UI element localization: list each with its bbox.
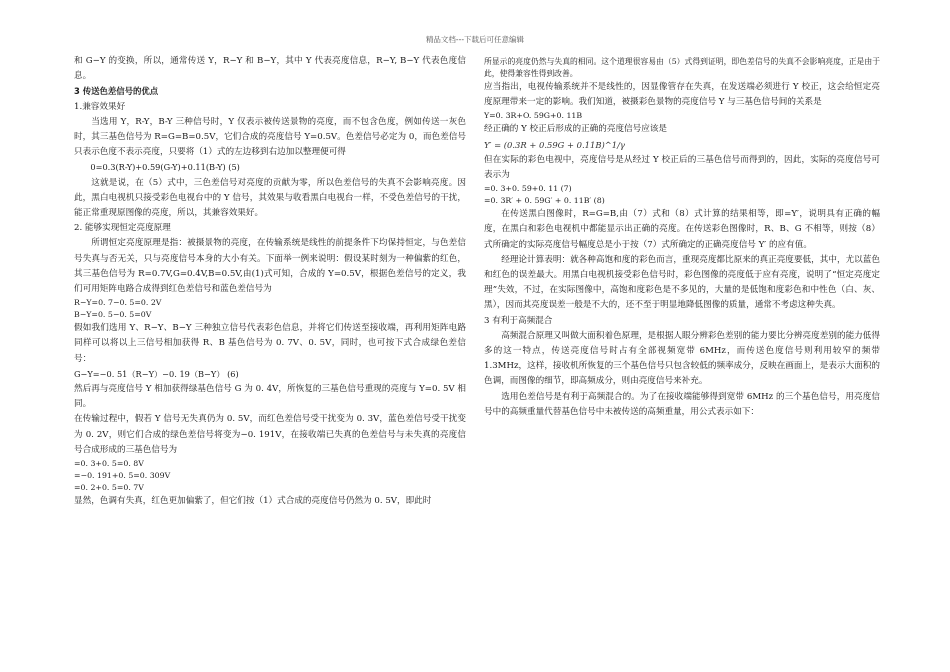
right-paragraph: 高频混合原理又叫做大面积着色原理，是根据人眼分辨彩色差别的能力要比分辨亮度差别的能力低得多的这一特点，传送亮度信号时占有全部视频宽带 6MHz，而传送色度信号则利用较窄的频带 1.3MHz，这样，接收机所恢复的三个基色信号只包含较低的频率成分，反映在画面上，是表示大面积的色调，而图像的细节，即高频成分，则由亮度信号来补充。	[484, 330, 880, 387]
left-column	[74, 54, 466, 509]
page-header-note: 精品文档---下载后可任意编辑	[425, 35, 525, 44]
left-paragraph: =0. 2+0. 5=0. 7V	[74, 483, 144, 493]
left-paragraph: 所谓恒定亮度原理是指：被摄景物的亮度，在传输系统是线性的前提条件下均保持恒定，与色差信号失真与否无关，只与亮度信号本身的大小有关。下面举一例来说明：假设某时刻为一种偏紫的红色，其三基色信号为 R=0.7V,G=0.4V,B=0.5V,由(1)式可知，合成的 Y=0.5V，根据色差信号的定义，我们可用矩阵电路合成得到红色差信号和蓝色差信号为	[74, 238, 466, 295]
right-paragraph: =0. 3+0. 59+0. 11 (7)	[484, 184, 572, 194]
left-paragraph: B−Y=0. 5−0. 5=0V	[74, 310, 152, 320]
left-paragraph: 0=0.3(R-Y)+0.59(G-Y)+0.11(B-Y) (5)	[90, 162, 240, 173]
right-column	[484, 56, 880, 420]
right-paragraph: 在传送黑白图像时，R=G=B,由（7）式和（8）式计算的结果相等，即=Y′，说明具有正确的幅度，在黑白和彩色电视机中都能显示出正确的亮度。在传送彩色图像时，R、B、G 不相等，则按（8）式所确定的实际亮度信号幅度总是小于按（7）式所确定的正确亮度信号 Y′ 的应有值。	[484, 209, 880, 250]
left-paragraph: R−Y=0. 7−0. 5=0. 2V	[74, 298, 162, 308]
left-paragraph: 1.兼容效果好	[74, 101, 126, 112]
right-paragraph: 应当指出，电视传输系统并不是线性的，因显像管存在失真，在发送端必须进行 Y 校正，这会给恒定亮度原理带来一定的影响。我们知道，被摄彩色景物的亮度信号 Y 与三基色信号间的关系是	[484, 82, 880, 108]
left-paragraph: =0. 3+0. 5=0. 8V	[74, 459, 144, 469]
right-paragraph: 经正确的 Y 校正后形成的正确的亮度信号应该是	[484, 124, 668, 135]
left-paragraph: 当选用 Y，R-Y，B-Y 三种信号时，Y 仅表示被传送景物的亮度，而不包含色度，例如传送一灰色时，其三基色信号为 R=G=B=0.5V，它们合成的亮度信号 Y=0.5V。色差信号必定为 0，而色差信号只表示色度不表示亮度，只要将（1）式的左边移到右边加以整理便可得	[74, 116, 466, 158]
left-paragraph: 和 G−Y 的变换，所以，通常传送 Y，R−Y 和 B−Y，其中 Y 代表亮度信息，R−Y, B−Y 代表色度信息。	[74, 56, 466, 82]
right-paragraph: 经理论计算表明：就各种高饱和度的彩色而言，重现亮度都比原来的真正亮度要低，其中，尤以蓝色和红色的误差最大。用黑白电视机接受彩色信号时，彩色图像的亮度低于应有亮度，说明了“恒定亮度定理”失效，不过，在实际图像中，高饱和度彩色是不多见的，大量的是低饱和度彩色和中性色（白、灰、黑），因而其亮度误差一般是不大的，还不至于明显地降低图像的质量，通常不考虑这种失真。	[484, 254, 880, 311]
right-paragraph: Y=0. 3R+O. 59G+0. 11B	[484, 111, 583, 121]
right-paragraph: 选用色差信号是有利于高频混合的。为了在接收端能够得到宽带 6MHz 的三个基色信号，用亮度信号中的高频重量代替基色信号中未被传送的高频重量，用公式表示如下：	[484, 391, 880, 417]
right-paragraph: 所显示的亮度仍然与失真的相同。这个道理很容易由（5）式得到证明，即色差信号的失真不会影响亮度，正是由于此，使得兼容性得到改善。	[484, 57, 880, 78]
left-paragraph: 2. 能够实现恒定亮度原理	[74, 223, 171, 234]
right-paragraph: =0. 3R′ + 0. 59G′ + 0. 11B′ (8)	[484, 196, 605, 206]
right-paragraph: 3 有利于高频混合	[484, 315, 553, 326]
left-paragraph: =−0. 191+0. 5=0. 309V	[74, 471, 171, 481]
left-paragraph: 显然，色调有失真，红色更加偏紫了，但它们按（1）式合成的亮度信号仍然为 0. 5V，即此时	[74, 496, 432, 507]
left-paragraph: 假如我们选用 Y、R−Y、B−Y 三种独立信号代表彩色信息，并将它们传送至接收端，再利用矩阵电路同样可以将以上三信号相加获得 R、B 基色信号为 0. 7V、0. 5V，同时，也可按下式合成绿色差信号：	[74, 323, 466, 364]
left-paragraph: 3 传送色差信号的优点	[74, 86, 159, 97]
left-paragraph: G−Y=−0. 51（R−Y）−0. 19（B−Y） (6)	[74, 368, 239, 379]
right-paragraph: 但在实际的彩色电视中，亮度信号是从经过 Y 校正后的三基色信号而得到的，因此，实际的亮度信号可表示为	[484, 154, 880, 181]
left-paragraph: 这就是说，在（5）式中，三色差信号对亮度的贡献为零，所以色差信号的失真不会影响亮度。因此，黑白电视机只接受彩色电视台中的 Y 信号，其效果与收看黑白电视台一样，不受色差信号的干扰，能正常重现原图像的亮度，所以，其兼容效果好。	[74, 177, 466, 219]
right-paragraph: Y′ = (0.3R + 0.59G + 0.11B)^1/γ	[484, 139, 625, 150]
left-paragraph: 然后再与亮度信号 Y 相加获得绿基色信号 G 为 0. 4V，所恢复的三基色信号重现的亮度与 Y=0. 5V 相同。	[74, 384, 466, 410]
left-paragraph: 在传输过程中，假若 Y 信号无失真仍为 0. 5V，而红色差信号受干扰变为 0. 3V，蓝色差信号受干扰变为 0. 2V，则它们合成的绿色差信号将变为−0. 191V，在接收端已失真的色差信号与未失真的亮度信号合成形成的三基色信号为	[74, 414, 466, 455]
